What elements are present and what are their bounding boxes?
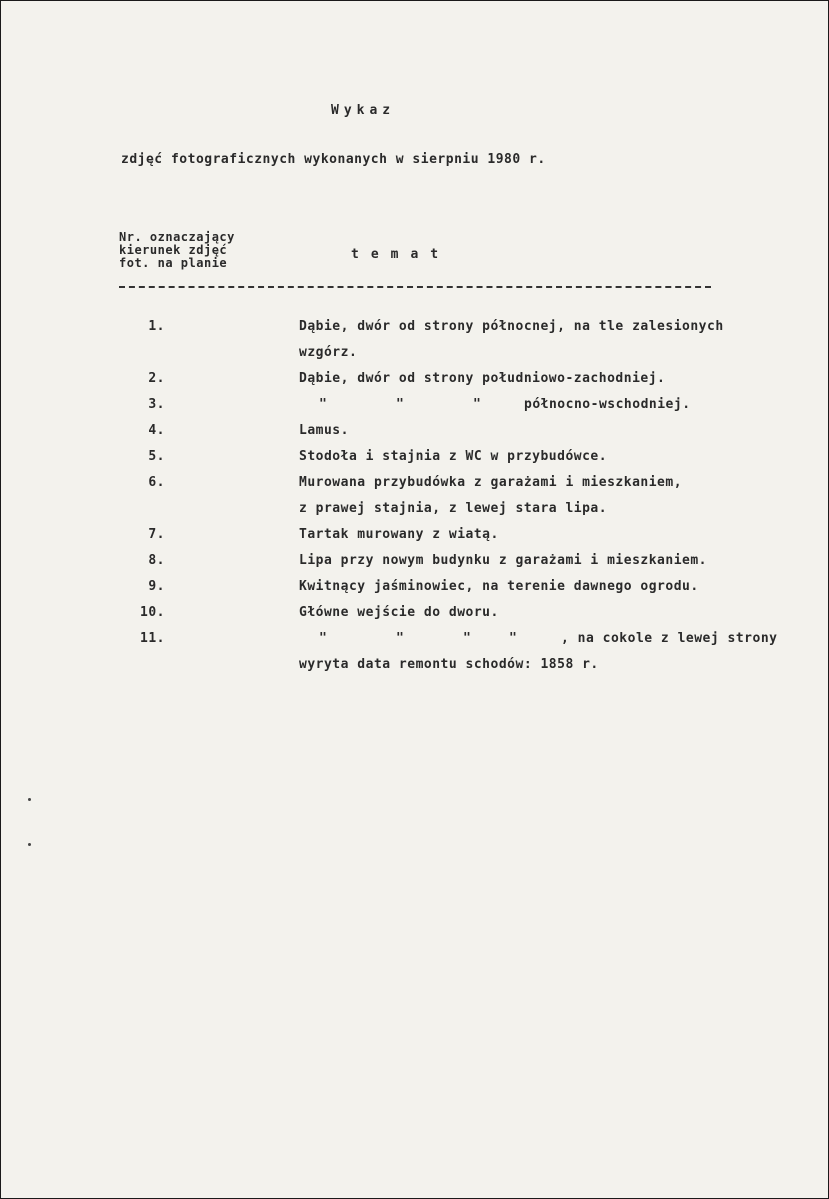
entry-number: 2. [148,371,165,386]
document-title: Wykaz [331,103,396,118]
column-header-subject: temat [351,247,451,262]
entry-number: 5. [148,449,165,464]
ditto-mark: " [319,397,328,412]
list-item [1,605,829,631]
entry-number: 10. [140,605,165,620]
list-item [1,319,829,371]
list-item [1,397,829,423]
header-divider [119,286,711,288]
document-subtitle: zdjęć fotograficznych wykonanych w sierpniu 1980 r. [121,152,546,167]
entry-text: północno-wschodniej. [524,397,691,412]
list-item [1,579,829,605]
entry-text: Tartak murowany z wiatą. [299,527,499,542]
list-item [1,449,829,475]
entry-number: 11. [140,631,165,646]
entry-text: Stodoła i stajnia z WC w przybudówce. [299,449,608,464]
list-item [1,371,829,397]
entry-text-continued: wzgórz. [299,345,358,360]
photo-list [1,319,829,683]
margin-mark [28,798,31,801]
ditto-mark: " [396,397,405,412]
ditto-mark: " [319,631,328,646]
entry-text: Murowana przybudówka z garażami i mieszkaniem, [299,475,683,490]
list-item [1,423,829,449]
entry-number: 1. [148,319,165,334]
entry-number: 7. [148,527,165,542]
ditto-mark: " [396,631,405,646]
entry-text-continued: wyryta data remontu schodów: 1858 r. [299,657,599,672]
ditto-mark: " [463,631,472,646]
entry-number: 6. [148,475,165,490]
entry-text: Główne wejście do dworu. [299,605,499,620]
entry-text-continued: z prawej stajnia, z lewej stara lipa. [299,501,608,516]
margin-mark [28,843,31,846]
list-item [1,527,829,553]
entry-number: 8. [148,553,165,568]
ditto-mark: " [473,397,482,412]
list-item [1,553,829,579]
entry-text: Kwitnący jaśminowiec, na terenie dawnego ogrodu. [299,579,699,594]
list-item [1,475,829,527]
entry-number: 4. [148,423,165,438]
entry-text: Dąbie, dwór od strony północnej, na tle zalesionych [299,319,724,334]
column-header-number: Nr. oznaczający kierunek zdjęć fot. na planie [119,230,235,270]
entry-text: Dąbie, dwór od strony południowo-zachodniej. [299,371,666,386]
list-item [1,631,829,683]
entry-text: Lamus. [299,423,349,438]
entry-text: Lipa przy nowym budynku z garażami i mieszkaniem. [299,553,708,568]
entry-text: , na cokole z lewej strony [561,631,778,646]
ditto-mark: " [509,631,518,646]
entry-number: 9. [148,579,165,594]
entry-number: 3. [148,397,165,412]
